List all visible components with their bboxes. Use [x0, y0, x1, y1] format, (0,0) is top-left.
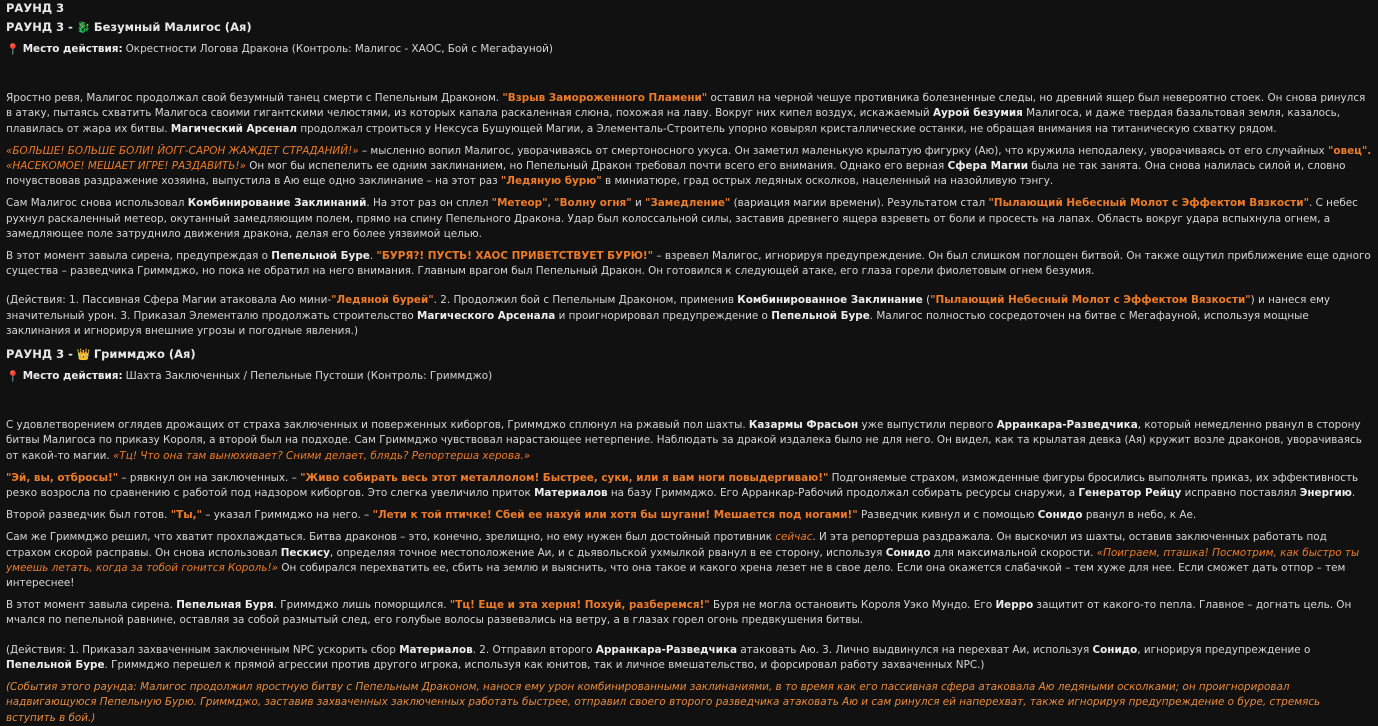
- location-value: Окрестности Логова Дракона (Контроль: Малигос - ХАОС, Бой с Мегафауной): [125, 43, 553, 55]
- text-run: рванул в небо, к Ае.: [1082, 509, 1197, 522]
- text-run: продолжал строиться у Нексуса Бушующей Магии, а Элементаль-Строитель упорно ковырял кристаллические останки, не обращая внимания на титаническую схватку рядом.: [297, 122, 1277, 135]
- text-run: – мысленно вопил Малигос, уворачиваясь от смертоносного укуса. Он заметил маленькую крылатую фигурку (Аю), что кружила неподалеку, уворачиваясь от его случайных: [358, 144, 1328, 157]
- highlighted-text: Арранкара-Разведчика: [996, 419, 1138, 432]
- text-run: . Малигос полностью сосредоточен на битве с Мегафауной, используя мощные заклинания и игнорируя внешние угрозы и погодные явления.): [6, 309, 1309, 337]
- highlighted-text: "Метеор": [491, 197, 548, 210]
- text-run: Сам Малигос снова использовал: [6, 197, 188, 210]
- section-heading-maligos: [6, 19, 1372, 36]
- text-run: Сам же Гриммджо решил, что хватит прохлаждаться. Битва драконов – это, конечно, зрелищно, но ему нужен был достойный противник: [6, 531, 776, 544]
- highlighted-text: Сфера Магии: [947, 160, 1028, 173]
- text-run: (вариация магии времени). Результатом стал: [730, 197, 989, 210]
- text-run: Яростно ревя, Малигос продолжал свой безумный танец смерти с Пепельным Драконом.: [6, 92, 503, 105]
- highlighted-text: «Тц! Что она там вынюхивает? Сними делает, блядь? Репортерша херова.»: [112, 449, 531, 462]
- paragraph: [6, 249, 1372, 279]
- dragon-icon: 🐉: [76, 21, 91, 34]
- highlighted-text: "БУРЯ?! ПУСТЬ! ХАОС ПРИВЕТСТВУЕТ БУРЮ!": [376, 250, 654, 263]
- text-run: Он мог бы испепелить ее одним заклинанием, но Пепельный Дракон требовал почти всего его внимания. Однако его верная: [245, 160, 948, 173]
- text-run: атаковать Аю. 3. Лично выдвинулся на перехват Аи, используя: [737, 643, 1093, 656]
- text-run: Малигоса, и даже твердая базальтовая земля, казалось, плавилась от жара их битвы.: [6, 107, 1341, 135]
- text-run: Разведчик кивнул и с помощью: [857, 509, 1038, 522]
- highlighted-text: "Пылающий Небесный Молот с Эффектом Вязкости": [988, 197, 1309, 210]
- text-run: С удовлетворением оглядев дрожащих от страха заключенных и поверженных киборгов, Гриммджо сплюнул на ржавый пол шахты.: [6, 419, 749, 432]
- paragraph: [6, 144, 1372, 190]
- highlighted-text: "Тц! Еще и эта херня! Похуй, разберемся!": [449, 599, 710, 612]
- location-line: [6, 369, 1372, 384]
- highlighted-text: сейчас: [775, 531, 813, 544]
- actions-paragraph: [6, 293, 1372, 339]
- highlighted-text: «Поиграем, пташка! Посмотрим, как быстро ты умеешь летать, когда за тобой гонится Король!»: [6, 546, 1360, 574]
- highlighted-text: "Волну огня": [554, 197, 632, 210]
- paragraph: [6, 530, 1372, 591]
- heading-prefix: РАУНД 3 -: [6, 347, 73, 362]
- location-line: [6, 42, 1372, 57]
- text-run: . Гриммджо лишь поморщился.: [273, 599, 450, 612]
- text-run: исправно поставлял: [1181, 487, 1300, 500]
- text-run: уже выпустили первого: [858, 419, 997, 432]
- highlighted-text: "Пылающий Небесный Молот с Эффектом Вязкости": [930, 294, 1251, 307]
- highlighted-text: Пепельной Буре: [271, 250, 370, 263]
- location-label: Место действия:: [22, 370, 123, 383]
- text-run: Буря не могла остановить Короля Уэко Мундо. Его: [709, 599, 996, 612]
- highlighted-text: Магического Арсенала: [417, 309, 556, 322]
- highlighted-text: Аурой безумия: [932, 107, 1023, 120]
- text-run: ,: [547, 197, 555, 210]
- pin-icon: 📍: [6, 43, 20, 56]
- heading-name: Гриммджо (Ая): [93, 347, 196, 362]
- highlighted-text: "Ледяной бурей": [331, 294, 434, 307]
- highlighted-text: "овец".: [1327, 144, 1372, 157]
- text-run: . Гриммджо перешел к прямой агрессии против другого игрока, используя как юнитов, так и личное вмешательство, и форсировал работу захваченных NPC.): [104, 658, 985, 671]
- text-run: и проигнорировал предупреждение о: [555, 309, 772, 322]
- location-value: Шахта Заключенных / Пепельные Пустоши (Контроль: Гриммджо): [125, 370, 493, 383]
- highlighted-text: Материалов: [399, 643, 473, 656]
- text-run: . С небес рухнул раскаленный метеор, окутанный замедляющим полем, прямо на спину Пепельного Дракона. Удар был колоссальной силы, заставив древнего ящера взреветь от боли и просесть на лапах. Область вокруг удара вспыхнула огнем, а замедляющее поле затруднило движения дракона, делая его более уязвимой целью.: [6, 197, 1358, 240]
- highlighted-text: «НАСЕКОМОЕ! МЕШАЕТ ИГРЕ! РАЗДАВИТЬ!»: [6, 160, 246, 173]
- text-run: .: [1351, 487, 1356, 500]
- text-run: оставил на черной чешуе противника болезненные следы, но древний ящер был невероятно стоек. Он снова ринулся в атаку, пытаясь схватить Малигоса своими гигантскими челюстями, из которых капала раскаленная слюна, похожая на лаву. Вокруг них кипел воздух, искажаемый: [6, 92, 1366, 120]
- text-run: в миниатюре, град острых ледяных осколков, нацеленный на назойливую тэнгу.: [601, 175, 1054, 188]
- text-run: . 2. Продолжил бой с Пепельным Драконом, применив: [433, 294, 738, 307]
- paragraph: [6, 598, 1372, 628]
- text-run: для максимальной скорости.: [930, 546, 1097, 559]
- text-run: была не так занята. Она снова налилась силой и, словно почувствовав раздражение хозяина, выпустила в Аю еще одно заклинание – на этот раз: [6, 160, 1346, 188]
- highlighted-text: Сонидо: [1037, 509, 1083, 522]
- text-run: , игнорируя предупреждение о: [1137, 643, 1311, 656]
- text-run: В этот момент завыла сирена.: [6, 599, 177, 612]
- highlighted-text: Пепельной Буре: [6, 658, 105, 671]
- heading-name: Безумный Малигос (Ая): [93, 20, 252, 34]
- highlighted-text: Материалов: [534, 487, 608, 500]
- highlighted-text: Генератор Рейцу: [1078, 487, 1182, 500]
- highlighted-text: "Ты,": [170, 509, 202, 522]
- highlighted-text: Магический Арсенал: [170, 122, 298, 135]
- highlighted-text: "Живо собирать весь этот металлолом! Быстрее, суки, или я вам ноги повыдергиваю!": [300, 471, 829, 484]
- round-summary: (События этого раунда: Малигос продолжил яростную битву с Пепельным Драконом, нанося ему урон комбинированными заклинаниями, в то время как его пассивная сфера атаковала Аю ледяными осколками; он проигнорировал надвигающуюся Пепельную Бурю. Гриммджо, заставив захваченных заключенных работать быстрее, отправил своего второго разведчика атаковать Аю и сам ринулся ей наперехват, также игнорируя предупреждение о буре, стремясь вступить в бой.): [6, 681, 1321, 724]
- round-title: РАУНД 3: [6, 1, 65, 15]
- crown-icon: 👑: [76, 348, 91, 362]
- highlighted-text: Иерро: [995, 599, 1034, 612]
- text-run: и: [631, 197, 645, 210]
- highlighted-text: "Взрыв Замороженного Пламени": [502, 92, 708, 105]
- text-run: В этот момент завыла сирена, предупреждая о: [6, 250, 272, 263]
- text-run: ) и нанеся ему значительный урон. 3. Приказал Элементалю продолжать строительство: [6, 294, 1331, 322]
- text-run: (: [922, 294, 931, 307]
- pin-icon: 📍: [6, 370, 20, 384]
- highlighted-text: Комбинированное Заклинание: [737, 294, 923, 307]
- highlighted-text: Пепельной Буре: [771, 309, 870, 322]
- text-run: Подгоняемые страхом, изможденные фигуры бросились выполнять приказ, их эффективность резко возросла по сравнению с работой под надзором киборгов. Это слегка увеличило приток: [6, 471, 1359, 500]
- paragraph: [6, 418, 1372, 464]
- highlighted-text: "Ледяную бурю": [500, 175, 602, 188]
- paragraph: [6, 91, 1372, 137]
- text-run: .: [369, 250, 377, 263]
- text-run: защитит от какого-то пепла. Главное – догнать цель. Он мчался по пепельной равнине, оставляя за собой размытый след, его голубые волосы развевались на ветру, а в глазах горел огонь предвкушения битвы.: [6, 599, 1352, 627]
- paragraph: [6, 508, 1372, 523]
- text-run: Второй разведчик был готов.: [6, 509, 171, 522]
- highlighted-text: "Лети к той птичке! Сбей ее нахуй или хотя бы шугани! Мешается под ногами!": [372, 509, 858, 522]
- highlighted-text: Энергию: [1299, 487, 1352, 500]
- highlighted-text: «БОЛЬШЕ! БОЛЬШЕ БОЛИ! ЙОГГ-САРОН ЖАЖДЕТ СТРАДАНИЙ!»: [6, 144, 359, 157]
- text-run: , который немедленно рванул в сторону битвы Малигоса по приказу Короля, а второй был на подходе. Сам Гриммджо чувствовал нарастающее нетерпение. Наблюдать за дракой издалека было не для него. Он видел, как та крылатая девка (Ая) кружит возле драконов, уворачиваясь от какой-то магии.: [6, 419, 1362, 462]
- text-run: (Действия: 1. Приказал захваченным заключенным NPC ускорить сбор: [6, 643, 400, 656]
- text-run: – рявкнул он на заключенных. –: [118, 471, 301, 484]
- highlighted-text: "Замедление": [645, 197, 731, 210]
- text-run: – указал Гриммджо на него. –: [201, 509, 373, 522]
- highlighted-text: Комбинирование Заклинаний: [187, 197, 367, 210]
- text-run: – взревел Малигос, игнорируя предупреждение. Он был слишком поглощен битвой. Он также ощутил приближение еще одного существа – разведчика Гриммджо, но пока не обратил на него внимания. Главным врагом был Пепельный Дракон. Он готовился к следующей атаке, его глаза горели фиолетовым огнем безумия.: [6, 250, 1371, 278]
- text-run: . На этот раз он сплел: [366, 197, 492, 210]
- highlighted-text: Сонидо: [1092, 643, 1138, 656]
- text-run: на базу Гриммджо. Его Арранкар-Рабочий продолжал собирать ресурсы снаружи, а: [607, 487, 1079, 500]
- highlighted-text: "Эй, вы, отбросы!": [6, 471, 119, 484]
- text-run: , определяя точное местоположение Аи, и с дьявольской ухмылкой рванул в ее сторону, используя: [329, 546, 886, 559]
- actions-paragraph: [6, 643, 1372, 673]
- paragraph: [6, 196, 1372, 242]
- heading-prefix: РАУНД 3 -: [6, 20, 73, 34]
- text-run: Он собирался перехватить ее, сбить на землю и выяснить, что она такое и какого хрена лезет не в свое дело. Если она окажется слабачкой – тем хуже для нее. Если сможет дать отпор – тем интереснее!: [6, 561, 1346, 590]
- text-run: (Действия: 1. Пассивная Сфера Магии атаковала Аю мини-: [6, 294, 332, 307]
- location-label: Место действия:: [22, 43, 123, 55]
- text-run: . 2. Отправил второго: [472, 643, 596, 656]
- text-run: . И эта репортерша раздражала. Он выскочил из шахты, оставив заключенных работать под страхом скорой расправы. Он снова использовал: [6, 531, 1327, 559]
- highlighted-text: Пепельная Буря: [176, 599, 274, 612]
- paragraph: [6, 471, 1372, 501]
- highlighted-text: Пескису: [280, 546, 330, 559]
- highlighted-text: Казармы Фрасьон: [748, 419, 859, 432]
- highlighted-text: Сонидо: [885, 546, 931, 559]
- highlighted-text: Арранкара-Разведчика: [595, 643, 738, 656]
- section-heading-grimmjow: [6, 346, 1372, 363]
